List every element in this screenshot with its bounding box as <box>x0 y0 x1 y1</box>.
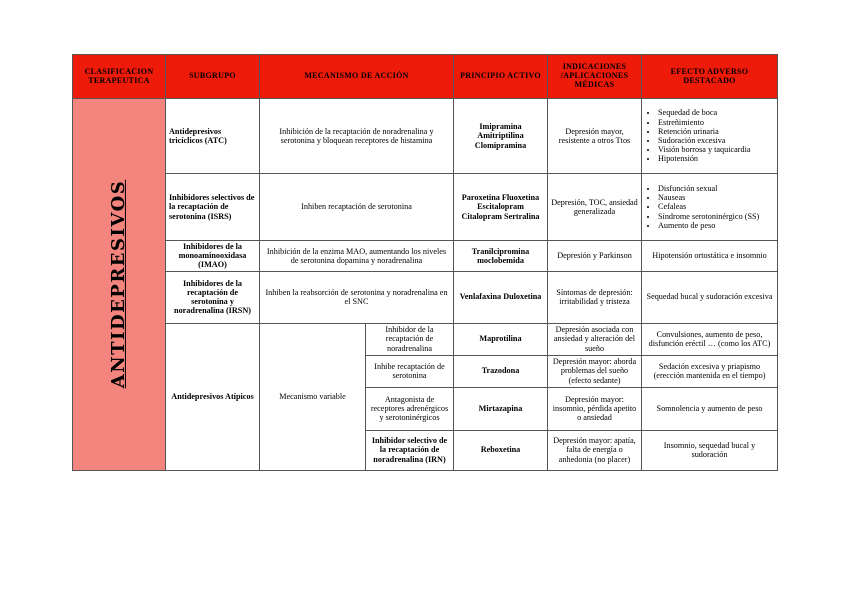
list-item: • Nauseas <box>658 193 774 202</box>
indicaciones-maprotilina: Depresión asociada con ansiedad y alteración del sueño <box>548 323 642 355</box>
mecanismo-isrs: Inhiben recaptación de serotonina <box>260 174 454 241</box>
efecto-irsn: Sequedad bucal y sudoración excesiva <box>642 271 778 323</box>
principio-atc: Imipramina Amitriptilina Clomipramina <box>454 99 548 174</box>
indicaciones-atc: Depresión mayor, resistente a otros Ttos <box>548 99 642 174</box>
principio-isrs: Paroxetina Fluoxetina Escitalopram Citalopram Sertralina <box>454 174 548 241</box>
list-item: • Sequedad de boca <box>658 108 774 117</box>
indicaciones-irsn: Síntomas de depresión: irritabilidad y tristeza <box>548 271 642 323</box>
list-item: • Aumento de peso <box>658 221 774 230</box>
list-item: • Hipotensión <box>658 154 774 163</box>
clasificacion-title: ANTIDEPRESIVOS <box>107 180 129 389</box>
list-item: • Visión borrosa y taquicardia <box>658 145 774 154</box>
subgrupo-atc: Antidepresivos tricíclicos (ATC) <box>166 99 260 174</box>
efectos-atc <box>642 99 778 174</box>
submecanismo-maprotilina: Inhibidor de la recaptación de noradrenalina <box>366 323 454 355</box>
list-item: • Cefaleas <box>658 202 774 211</box>
indicaciones-reboxetina: Depresión mayor: apatía, falta de energía o anhedonia (no placer) <box>548 430 642 470</box>
submecanismo-trazodona: Inhibe recaptación de serotonina <box>366 355 454 387</box>
header-row <box>73 55 778 99</box>
submecanismo-reboxetina: Inhibidor selectivo de la recaptación de noradrenalina (IRN) <box>366 430 454 470</box>
indicaciones-mirtazapina: Depresión mayor: insomnio, pérdida apetito o ansiedad <box>548 387 642 430</box>
list-item: • Sudoración excesiva <box>658 136 774 145</box>
table-row <box>73 323 778 355</box>
principio-reboxetina: Reboxetina <box>454 430 548 470</box>
table-row <box>73 271 778 323</box>
efecto-trazodona: Sedación excesiva y priapismo (erección mantenida en el tiempo) <box>642 355 778 387</box>
mecanismo-atc: Inhibición de la recaptación de noradrenalina y serotonina y bloquean receptores de histamina <box>260 99 454 174</box>
principio-maprotilina: Maprotilina <box>454 323 548 355</box>
header-indicaciones: INDICACIONES /APLICACIONES MÉDICAS <box>548 55 642 99</box>
indicaciones-trazodona: Depresión mayor: aborda problemas del sueño (efecto sedante) <box>548 355 642 387</box>
efecto-maprotilina: Convulsiones, aumento de peso, disfunción eréctil … (como los ATC) <box>642 323 778 355</box>
list-item: • Disfunción sexual <box>658 184 774 193</box>
list-item: • Retención urinaria <box>658 127 774 136</box>
efecto-imao: Hipotensión ortostática e insomnio <box>642 241 778 272</box>
principio-imao: Tranilcipromina moclobemida <box>454 241 548 272</box>
indicaciones-isrs: Depresión, TOC, ansiedad generalizada <box>548 174 642 241</box>
antidepresivos-table <box>72 54 778 471</box>
header-principio: PRINCIPIO ACTIVO <box>454 55 548 99</box>
principio-irsn: Venlafaxina Duloxetina <box>454 271 548 323</box>
efectos-isrs <box>642 174 778 241</box>
header-efecto: EFECTO ADVERSO DESTACADO <box>642 55 778 99</box>
subgrupo-imao: Inhibidores de la monoaminooxidasa (IMAO) <box>166 241 260 272</box>
table-row <box>73 174 778 241</box>
indicaciones-imao: Depresión y Parkinson <box>548 241 642 272</box>
list-item: • Estreñimiento <box>658 118 774 127</box>
mecanismo-atipicos: Mecanismo variable <box>260 323 366 470</box>
submecanismo-mirtazapina: Antagonista de receptores adrenérgicos y serotoninérgicos <box>366 387 454 430</box>
table-row <box>73 241 778 272</box>
header-subgrupo: SUBGRUPO <box>166 55 260 99</box>
mecanismo-imao: Inhibición de la enzima MAO, aumentando los niveles de serotonina dopamina y noradrenalina <box>260 241 454 272</box>
table-row <box>73 99 778 174</box>
mecanismo-irsn: Inhiben la reabsorción de serotonina y noradrenalina en el SNC <box>260 271 454 323</box>
efecto-reboxetina: Insomnio, sequedad bucal y sudoración <box>642 430 778 470</box>
list-item: • Síndrome serotoninérgico (SS) <box>658 212 774 221</box>
subgrupo-atipicos: Antidepresivos Atípicos <box>166 323 260 470</box>
efecto-mirtazapina: Somnolencia y aumento de peso <box>642 387 778 430</box>
clasificacion-cell <box>73 99 166 471</box>
header-mecanismo: MECANISMO DE ACCIÓN <box>260 55 454 99</box>
subgrupo-isrs: Inhibidores selectivos de la recaptación de serotonina (ISRS) <box>166 174 260 241</box>
subgrupo-irsn: Inhibidores de la recaptación de serotonina y noradrenalina (IRSN) <box>166 271 260 323</box>
principio-mirtazapina: Mirtazapina <box>454 387 548 430</box>
header-clasificacion: CLASIFICACION TERAPEUTICA <box>73 55 166 99</box>
principio-trazodona: Trazodona <box>454 355 548 387</box>
